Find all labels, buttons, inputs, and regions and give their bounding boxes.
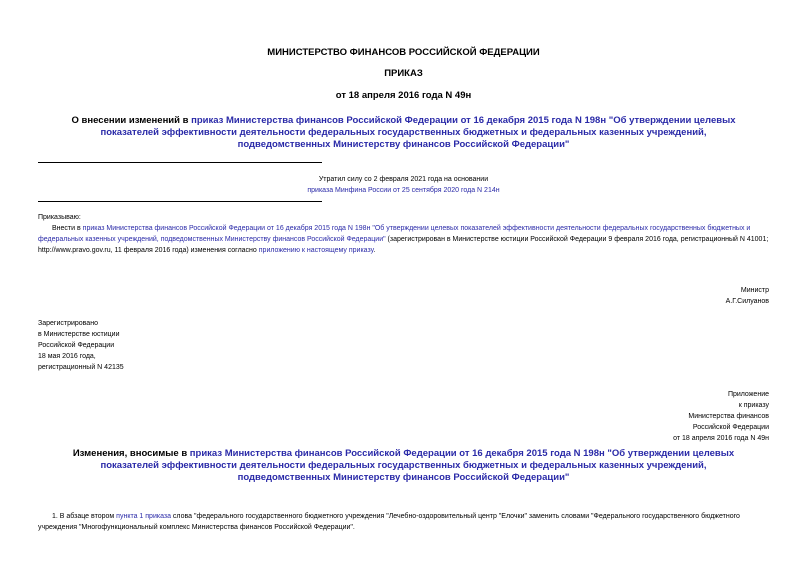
divider-bottom — [38, 201, 322, 202]
appendix-line-5: от 18 апреля 2016 года N 49н — [673, 435, 769, 442]
order-para-mid: (зарегистрирован в Министерстве юстиции Российской Федерации 9 февраля 2016 года, регистрационный N 41001; http://www.pravo.gov.ru, 11 февраля 2016 года) изменения согласно — [38, 236, 769, 254]
registration-line-2: в Министерстве юстиции — [38, 331, 120, 338]
changes-title-prefix: Изменения, вносимые в — [72, 448, 190, 459]
changes-item-text: слова "федерального государственного бюджетного учреждения "Лечебно-оздоровительный центр "Елочки" заменить словами "Федерального государственного бюджетного учреждения "Многофункциональный комплекс Министерства финансов Российской Федерации". — [38, 513, 740, 531]
appendix-line-1: Приложение — [727, 391, 769, 398]
appendix-line-4: Российской Федерации — [692, 424, 769, 431]
appendix-block — [673, 389, 769, 444]
appendix-line-3: Министерства финансов — [688, 413, 769, 420]
changes-item-link[interactable]: пункта 1 приказа — [116, 513, 171, 520]
changes-item-1 — [38, 511, 769, 533]
appendix-line-2: к приказу — [738, 402, 769, 409]
title-link[interactable]: приказ Министерства финансов Российской Федерации от 16 декабря 2015 года N 198н "Об утверждении целевых показателей эффективности деятельности федеральных государственных бюджетных и федеральных казенных учреждений, подведомственных Министерству финансов Российской Федерации" — [100, 115, 736, 150]
order-paragraph — [38, 223, 769, 256]
doc-date-heading: от 18 апреля 2016 года N 49н — [335, 90, 472, 101]
title-prefix: О внесении изменений в — [71, 115, 192, 126]
signature-name: А.Г.Силуанов — [725, 298, 769, 305]
order-para-prefix: Внести в — [52, 225, 83, 232]
signature-block — [726, 285, 769, 307]
registration-line-4: 18 мая 2016 года, — [38, 353, 96, 360]
changes-item-prefix: 1. В абзаце втором — [52, 513, 117, 520]
order-para-link[interactable]: приказ Министерства финансов Российской Федерации от 16 декабря 2015 года N 198н "Об утверждении целевых показателей эффективности деятельности федеральных государственных бюджетных и федеральных казенных учреждений, подведомственных Министерству финансов Российской Федерации" — [38, 225, 751, 243]
registration-line-5: регистрационный N 42135 — [38, 364, 124, 371]
changes-title — [60, 448, 747, 484]
doc-type-heading: ПРИКАЗ — [384, 68, 423, 79]
registration-block — [38, 318, 124, 373]
registration-line-1: Зарегистрировано — [38, 320, 98, 327]
status-note — [0, 174, 807, 196]
divider-top — [38, 162, 322, 163]
changes-title-link[interactable]: приказ Министерства финансов Российской Федерации от 16 декабря 2015 года N 198н "Об утверждении целевых показателей эффективности деятельности федеральных государственных бюджетных и федеральных казенных учреждений, подведомственных Министерству финансов Российской Федерации" — [100, 448, 735, 483]
status-note-link[interactable]: приказа Минфина России от 25 сентября 2020 года N 214н — [307, 187, 500, 194]
order-word: Приказываю: — [38, 214, 81, 221]
signature-position: Министр — [740, 287, 769, 294]
order-para-end: . — [373, 247, 376, 254]
status-note-text: Утратил силу со 2 февраля 2021 года на основании — [318, 176, 489, 183]
document-title — [60, 115, 747, 151]
registration-line-3: Российской Федерации — [38, 342, 115, 349]
ministry-heading: МИНИСТЕРСТВО ФИНАНСОВ РОССИЙСКОЙ ФЕДЕРАЦИИ — [267, 47, 540, 58]
order-para-appendix-link[interactable]: приложению к настоящему приказу — [258, 247, 374, 254]
